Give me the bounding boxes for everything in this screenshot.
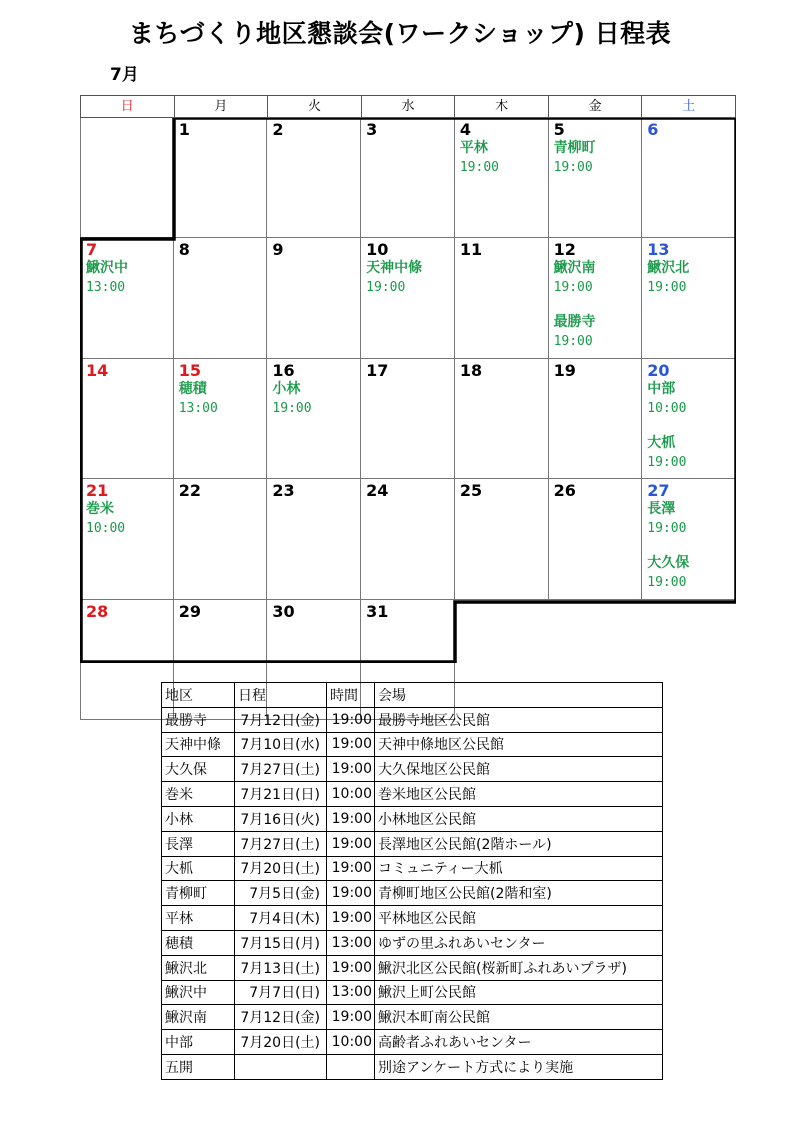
table-row xyxy=(162,782,663,807)
calendar-day-cell xyxy=(80,238,174,358)
date-cell: 7月7日(日) xyxy=(235,980,327,1005)
calendar-day-cell xyxy=(549,479,643,599)
venue-cell: 天神中條地区公民館 xyxy=(375,732,663,757)
venue-cell: 最勝寺地区公民館 xyxy=(375,707,663,732)
event-district: 大久保 xyxy=(647,555,690,572)
calendar-day-cell xyxy=(361,479,455,599)
day-number: 22 xyxy=(178,481,201,501)
day-number: 30 xyxy=(272,601,295,621)
time-cell: 10:00 xyxy=(327,1030,375,1055)
calendar-event xyxy=(554,259,642,297)
day-number: 20 xyxy=(647,360,670,380)
day-number: 19 xyxy=(553,360,576,380)
date-cell: 7月16日(火) xyxy=(235,806,327,831)
day-number: 23 xyxy=(272,481,295,501)
venue-cell: コミュニティー大枛 xyxy=(375,856,663,881)
event-district: 鰍沢北 xyxy=(647,260,690,277)
header-district: 地区 xyxy=(162,683,235,708)
calendar-day-cell xyxy=(549,118,643,238)
day-number: 31 xyxy=(366,601,389,621)
calendar-day-cell xyxy=(455,359,549,479)
date-cell: 7月13日(土) xyxy=(235,955,327,980)
calendar-event xyxy=(460,139,548,177)
table-row xyxy=(162,1054,663,1079)
event-time: 19:00 xyxy=(647,575,687,591)
table-row xyxy=(162,881,663,906)
date-cell: 7月12日(金) xyxy=(235,1005,327,1030)
venue-cell: 巻米地区公民館 xyxy=(375,782,663,807)
event-time: 19:00 xyxy=(647,454,687,470)
table-row xyxy=(162,930,663,955)
calendar-day-cell xyxy=(174,118,268,238)
date-cell: 7月12日(金) xyxy=(235,707,327,732)
district-cell: 最勝寺 xyxy=(162,707,235,732)
calendar-day-cell xyxy=(455,479,549,599)
table-row xyxy=(162,831,663,856)
weekday-sun: 日 xyxy=(81,96,175,118)
day-number: 21 xyxy=(86,481,109,501)
calendar-day-cell xyxy=(80,479,174,599)
calendar-event xyxy=(554,139,642,177)
table-row xyxy=(162,980,663,1005)
calendar-day-cell xyxy=(361,359,455,479)
day-number: 29 xyxy=(178,601,201,621)
day-number: 6 xyxy=(647,120,659,139)
day-number: 13 xyxy=(647,240,670,260)
page-title: まちづくり地区懇談会(ワークショップ) 日程表 xyxy=(128,19,672,48)
calendar-event xyxy=(272,380,360,418)
calendar-grid xyxy=(80,118,736,661)
event-district: 穂積 xyxy=(178,380,207,397)
event-district: 巻米 xyxy=(86,501,114,518)
event-time: 13:00 xyxy=(86,280,126,296)
event-time: 19:00 xyxy=(647,280,687,296)
day-number: 28 xyxy=(86,601,109,621)
time-cell: 19:00 xyxy=(327,732,375,757)
calendar-day-cell xyxy=(642,238,736,358)
venue-cell: 大久保地区公民館 xyxy=(375,757,663,782)
district-cell: 平林 xyxy=(162,906,235,931)
time-cell: 10:00 xyxy=(327,782,375,807)
table-row xyxy=(162,806,663,831)
time-cell: 19:00 xyxy=(327,806,375,831)
calendar-day-cell xyxy=(267,118,361,238)
event-district: 長澤 xyxy=(647,501,676,518)
event-district: 鰍沢中 xyxy=(86,260,128,277)
district-cell: 巻米 xyxy=(162,782,235,807)
day-number: 17 xyxy=(366,360,389,380)
calendar-day-cell xyxy=(549,359,643,479)
calendar-event xyxy=(179,380,267,418)
calendar-day-cell xyxy=(642,479,736,599)
venue-cell: 鰍沢上町公民館 xyxy=(375,980,663,1005)
calendar-day-cell xyxy=(80,359,174,479)
day-number: 4 xyxy=(459,120,471,139)
date-cell: 7月10日(水) xyxy=(235,732,327,757)
event-district: 大枛 xyxy=(647,434,676,451)
event-district: 鰍沢南 xyxy=(553,260,596,277)
calendar-day-cell xyxy=(455,238,549,358)
day-number: 8 xyxy=(178,240,190,260)
time-cell: 13:00 xyxy=(327,930,375,955)
day-number: 16 xyxy=(272,360,295,380)
calendar-event xyxy=(86,500,173,538)
weekday-sat: 土 xyxy=(642,96,736,118)
day-number: 11 xyxy=(459,240,483,260)
event-district: 最勝寺 xyxy=(553,314,596,331)
header-venue: 会場 xyxy=(375,683,663,708)
time-cell: 19:00 xyxy=(327,1005,375,1030)
month-label: 7月 xyxy=(110,65,139,85)
time-cell: 19:00 xyxy=(327,881,375,906)
date-cell xyxy=(235,1054,327,1079)
day-number: 18 xyxy=(459,360,483,380)
district-cell: 五開 xyxy=(162,1054,235,1079)
venue-cell: 鰍沢本町南公民館 xyxy=(375,1005,663,1030)
calendar-day-cell xyxy=(361,118,455,238)
day-number: 15 xyxy=(178,360,201,380)
weekday-fri: 金 xyxy=(549,96,643,118)
event-district: 青柳町 xyxy=(553,140,596,156)
event-time: 13:00 xyxy=(178,400,218,416)
event-time: 19:00 xyxy=(553,334,593,350)
time-cell: 19:00 xyxy=(327,757,375,782)
district-cell: 穂積 xyxy=(162,930,235,955)
calendar-event xyxy=(647,500,735,538)
venue-cell: 青柳町地区公民館(2階和室) xyxy=(375,881,663,906)
table-row xyxy=(162,757,663,782)
date-cell: 7月21日(日) xyxy=(235,782,327,807)
day-number: 3 xyxy=(366,120,378,139)
calendar-event xyxy=(554,313,642,351)
district-cell: 天神中條 xyxy=(162,732,235,757)
day-number: 7 xyxy=(86,240,98,260)
time-cell: 19:00 xyxy=(327,831,375,856)
table-row xyxy=(162,856,663,881)
calendar-day-cell xyxy=(642,118,736,238)
event-time: 10:00 xyxy=(647,400,687,416)
event-time: 10:00 xyxy=(86,521,126,537)
weekday-tue: 火 xyxy=(268,96,362,118)
date-cell: 7月27日(土) xyxy=(235,757,327,782)
day-number: 1 xyxy=(178,120,190,139)
event-time: 19:00 xyxy=(272,400,312,416)
event-time: 19:00 xyxy=(366,280,406,296)
venue-cell: 小林地区公民館 xyxy=(375,806,663,831)
table-row xyxy=(162,732,663,757)
calendar-day-cell xyxy=(80,600,174,720)
district-cell: 鰍沢南 xyxy=(162,1005,235,1030)
district-cell: 青柳町 xyxy=(162,881,235,906)
date-cell: 7月20日(土) xyxy=(235,856,327,881)
table-body xyxy=(162,707,663,1079)
venue-cell: 鰍沢北区公民館(桜新町ふれあいプラザ) xyxy=(375,955,663,980)
calendar-day-cell xyxy=(455,118,549,238)
event-time: 19:00 xyxy=(553,280,593,296)
district-cell: 中部 xyxy=(162,1030,235,1055)
day-number: 9 xyxy=(272,240,284,260)
calendar-day-cell xyxy=(549,238,643,358)
date-cell: 7月27日(土) xyxy=(235,831,327,856)
day-number: 26 xyxy=(553,481,576,501)
day-number: 12 xyxy=(553,240,576,260)
header-date: 日程 xyxy=(235,683,327,708)
event-district: 中部 xyxy=(647,380,676,397)
calendar-day-cell xyxy=(174,479,268,599)
event-district: 平林 xyxy=(459,140,488,156)
calendar-event xyxy=(86,259,173,297)
district-cell: 大枛 xyxy=(162,856,235,881)
event-district: 小林 xyxy=(272,380,301,397)
calendar-day-cell xyxy=(174,238,268,358)
table-header-row xyxy=(162,683,663,708)
calendar-day-cell xyxy=(361,238,455,358)
district-cell: 小林 xyxy=(162,806,235,831)
venue-cell: ゆずの里ふれあいセンター xyxy=(375,930,663,955)
venue-cell: 高齢者ふれあいセンター xyxy=(375,1030,663,1055)
calendar-event xyxy=(366,259,454,297)
calendar-empty-cell xyxy=(80,118,174,238)
table-row xyxy=(162,955,663,980)
time-cell: 13:00 xyxy=(327,980,375,1005)
table-row xyxy=(162,707,663,732)
date-cell: 7月20日(土) xyxy=(235,1030,327,1055)
time-cell: 19:00 xyxy=(327,906,375,931)
time-cell: 19:00 xyxy=(327,707,375,732)
event-time: 19:00 xyxy=(459,160,499,175)
calendar-day-cell xyxy=(267,479,361,599)
day-number: 25 xyxy=(459,481,483,501)
time-cell: 19:00 xyxy=(327,955,375,980)
day-number: 2 xyxy=(272,120,284,139)
date-cell: 7月5日(金) xyxy=(235,881,327,906)
calendar xyxy=(80,95,736,661)
event-district: 天神中條 xyxy=(366,260,423,277)
table-row xyxy=(162,906,663,931)
day-number: 5 xyxy=(553,120,565,139)
day-number: 24 xyxy=(366,481,389,501)
calendar-event xyxy=(647,259,735,297)
calendar-day-cell xyxy=(642,359,736,479)
time-cell: 19:00 xyxy=(327,856,375,881)
table-row xyxy=(162,1030,663,1055)
district-cell: 鰍沢北 xyxy=(162,955,235,980)
calendar-event xyxy=(647,380,735,418)
venue-cell: 別途アンケート方式により実施 xyxy=(375,1054,663,1079)
venue-cell: 平林地区公民館 xyxy=(375,906,663,931)
venue-cell: 長澤地区公民館(2階ホール) xyxy=(375,831,663,856)
calendar-event xyxy=(647,554,735,592)
event-time: 19:00 xyxy=(553,160,593,175)
district-cell: 鰍沢中 xyxy=(162,980,235,1005)
table-row xyxy=(162,1005,663,1030)
calendar-event xyxy=(647,434,735,472)
day-number: 27 xyxy=(647,481,670,501)
calendar-day-cell xyxy=(267,238,361,358)
header-time: 時間 xyxy=(327,683,375,708)
weekday-header xyxy=(80,95,736,118)
district-cell: 大久保 xyxy=(162,757,235,782)
date-cell: 7月15日(月) xyxy=(235,930,327,955)
day-number: 10 xyxy=(366,240,389,260)
schedule-table xyxy=(161,682,663,1080)
weekday-wed: 水 xyxy=(362,96,456,118)
date-cell: 7月4日(木) xyxy=(235,906,327,931)
weekday-mon: 月 xyxy=(175,96,269,118)
weekday-thu: 木 xyxy=(455,96,549,118)
calendar-day-cell xyxy=(267,359,361,479)
calendar-day-cell xyxy=(174,359,268,479)
time-cell xyxy=(327,1054,375,1079)
day-number: 14 xyxy=(86,360,109,380)
event-time: 19:00 xyxy=(647,521,687,537)
district-cell: 長澤 xyxy=(162,831,235,856)
